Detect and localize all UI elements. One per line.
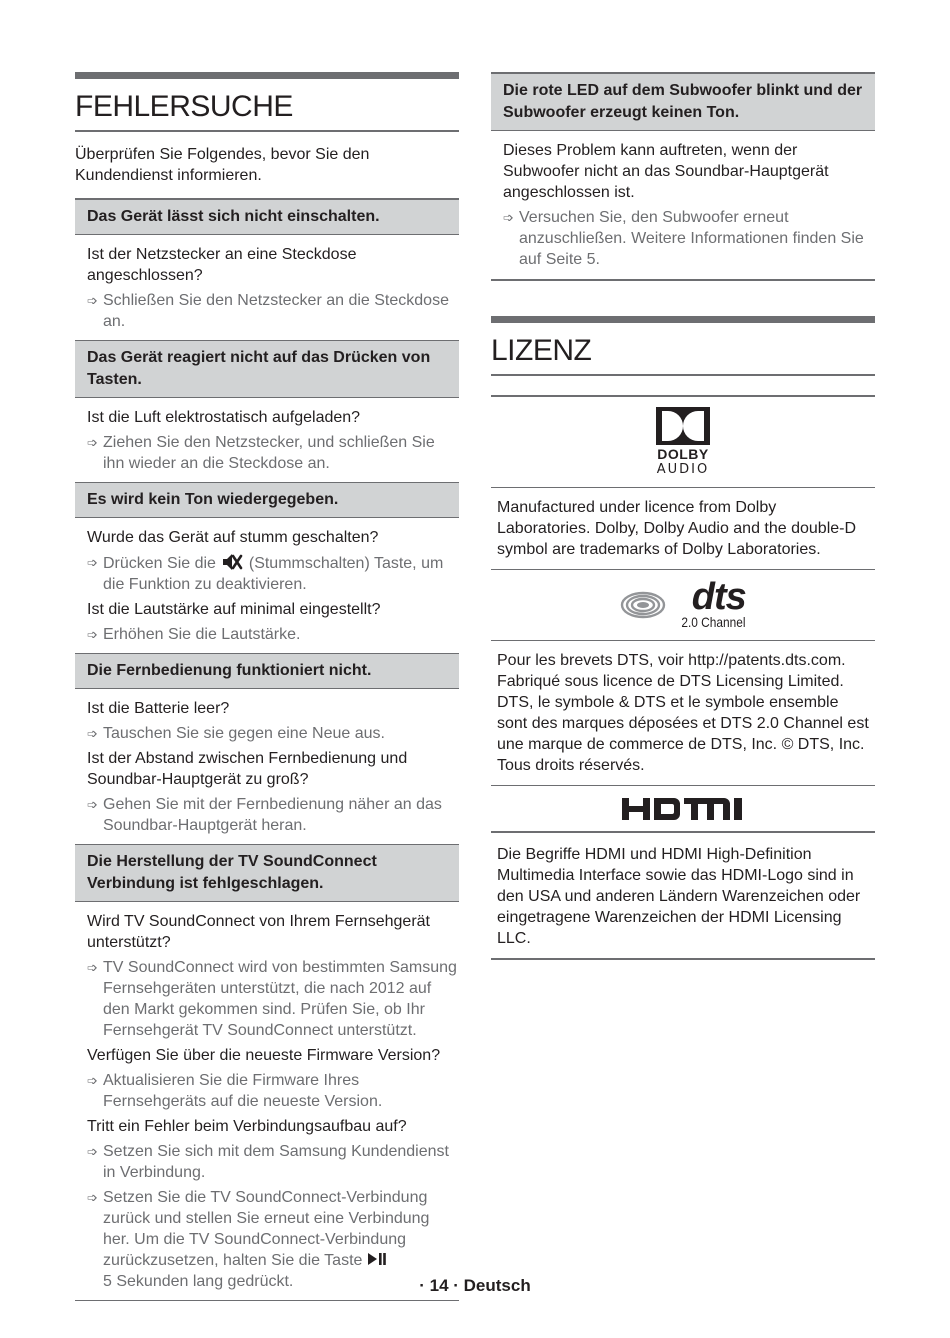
arrow-right-icon: ➩: [87, 293, 98, 308]
answer: ➩ Tauschen Sie sie gegen eine Neue aus.: [87, 725, 385, 742]
answer: ➩ Setzen Sie die TV SoundConnect-Verbindung zurück und stellen Sie erneut eine Verbindung her. Um die TV SoundConnect-Verbindung zurückzusetzen, halten Sie die Taste 5 Sekunden lang gedrückt.: [87, 1189, 430, 1290]
arrow-right-icon: ➩: [87, 726, 98, 741]
question: Ist der Netzstecker an eine Steckdose angeschlossen?: [87, 246, 357, 284]
answer: ➩ Erhöhen Sie die Lautstärke.: [87, 626, 301, 643]
answer: ➩ TV SoundConnect wird von bestimmten Samsung Fernsehgeräten unterstützt, die nach 2012 auf den Markt gekommen sind. Prüfen Sie, ob Ihr Fernsehgerät TV SoundConnect unterstützt.: [87, 959, 457, 1039]
intro-text: Überprüfen Sie Folgendes, bevor Sie den Kundendienst informieren.: [75, 132, 459, 200]
question: Ist der Abstand zwischen Fernbedienung und Soundbar-Hauptgerät zu groß?: [87, 750, 408, 788]
section-bar: [75, 72, 459, 79]
problem-heading: Die rote LED auf dem Subwoofer blinkt und der Subwoofer erzeugt keinen Ton.: [491, 74, 875, 131]
answer: ➩ Schließen Sie den Netzstecker an die Steckdose an.: [87, 292, 449, 330]
double-d-icon: [656, 407, 710, 445]
answer: ➩ Aktualisieren Sie die Firmware Ihres Fernsehgeräts auf die neueste Version.: [87, 1072, 383, 1110]
answer: ➩ Gehen Sie mit der Fernbedienung näher an das Soundbar-Hauptgerät heran.: [87, 796, 442, 834]
problem-body: [75, 902, 459, 1301]
arrow-right-icon: ➩: [87, 1190, 98, 1205]
problem-heading: Das Gerät lässt sich nicht einschalten.: [75, 200, 459, 235]
problem-body: [75, 235, 459, 341]
hdmi-logo: [491, 786, 875, 832]
dolby-sub: AUDIO: [656, 462, 710, 477]
section-bar: [491, 316, 875, 323]
section-title: FEHLERSUCHE: [75, 79, 459, 132]
problem-body: [75, 689, 459, 845]
dts-swirl-icon: [620, 590, 666, 620]
question: Wird TV SoundConnect von Ihrem Fernsehgerät unterstützt?: [87, 913, 430, 951]
problem-body: [491, 131, 875, 281]
problem-heading: Es wird kein Ton wiedergegeben.: [75, 483, 459, 518]
question: Ist die Luft elektrostatisch aufgeladen?: [87, 409, 361, 426]
dolby-text: Manufactured under licence from Dolby Laboratories. Dolby, Dolby Audio and the double-D symbol are trademarks of Dolby Laboratories.: [491, 488, 875, 570]
dts-text: Pour les brevets DTS, voir http://patents.dts.com. Fabriqué sous licence de DTS Licensing Limited. DTS, le symbole & DTS et le symbole ensemble sont des marques déposées et DTS 2.0 Channel est une marque de commerce de DTS, Inc. © DTS, Inc. Tous droits réservés.: [491, 641, 875, 786]
arrow-right-icon: ➩: [87, 960, 98, 975]
answer: ➩ Drücken Sie die (Stummschalten) Taste, um die Funktion zu deaktivieren.: [87, 550, 459, 597]
arrow-right-icon: ➩: [87, 627, 98, 642]
dts-logo: [491, 570, 875, 641]
arrow-right-icon: ➩: [87, 797, 98, 812]
mute-icon: [220, 552, 244, 572]
question: Verfügen Sie über die neueste Firmware Version?: [87, 1047, 441, 1064]
page-footer: · 14 · Deutsch: [419, 1276, 531, 1295]
answer: ➩ Ziehen Sie den Netzstecker, und schließen Sie ihn wieder an die Steckdose an.: [87, 434, 435, 472]
answer: ➩ Versuchen Sie, den Subwoofer erneut anzuschließen. Weitere Informationen finden Sie auf Seite 5.: [503, 209, 864, 268]
question: Wurde das Gerät auf stumm geschalten?: [87, 529, 379, 546]
question: Ist die Batterie leer?: [87, 700, 230, 717]
hdmi-wordmark-icon: [622, 798, 744, 820]
section-title: LIZENZ: [491, 323, 875, 376]
troubleshooting-column: [75, 72, 459, 1301]
hdmi-text: Die Begriffe HDMI und HDMI High-Definition Multimedia Interface sowie das HDMI-Logo sind in den USA und anderen Ländern Warenzeichen oder eingetragene Warenzeichen der HDMI Licensing LLC.: [491, 833, 875, 960]
arrow-right-icon: ➩: [87, 435, 98, 450]
dts-sub: 2.0 Channel: [681, 614, 746, 630]
play-pause-icon: [367, 1252, 387, 1266]
problem-heading: Die Herstellung der TV SoundConnect Verbindung ist fehlgeschlagen.: [75, 845, 459, 902]
question: Dieses Problem kann auftreten, wenn der Subwoofer nicht an das Soundbar-Hauptgerät angeschlossen ist.: [503, 142, 829, 201]
dolby-wordmark: DOLBY: [657, 446, 709, 462]
right-column: [491, 72, 875, 960]
problem-body: [75, 398, 459, 483]
problem-heading: Das Gerät reagiert nicht auf das Drücken von Tasten.: [75, 341, 459, 398]
problem-heading: Die Fernbedienung funktioniert nicht.: [75, 654, 459, 689]
question: Tritt ein Fehler beim Verbindungsaufbau auf?: [87, 1118, 407, 1135]
dolby-logo: [491, 395, 875, 488]
arrow-right-icon: ➩: [87, 1073, 98, 1088]
problem-body: [75, 518, 459, 654]
question: Ist die Lautstärke auf minimal eingestellt?: [87, 601, 381, 618]
answer: ➩ Setzen Sie sich mit dem Samsung Kundendienst in Verbindung.: [87, 1143, 449, 1181]
arrow-right-icon: ➩: [87, 1144, 98, 1159]
arrow-right-icon: ➩: [503, 210, 514, 225]
arrow-right-icon: ➩: [87, 555, 98, 570]
dts-wordmark: dts: [691, 576, 746, 618]
